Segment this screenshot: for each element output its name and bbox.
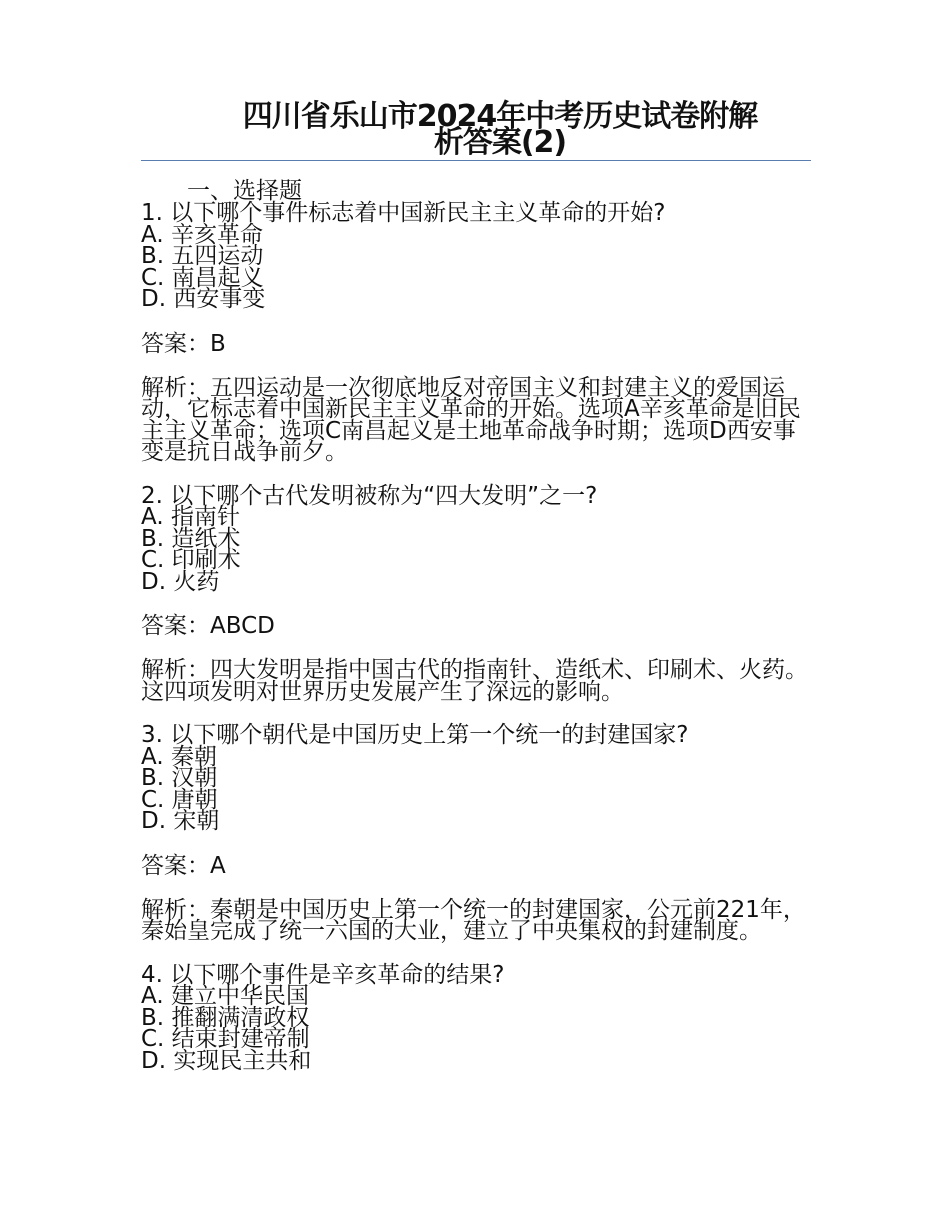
option-d: D. 西安事变 <box>141 286 266 312</box>
option-c: C. 南昌起义 <box>141 264 264 291</box>
option-b: B. 汉朝 <box>141 765 218 791</box>
document-page <box>141 99 811 1204</box>
analysis-text: 解析：四大发明是指中国古代的指南针、造纸术、印刷术、火药。这四项发明对世界历史发展产生了深远的影响。 <box>141 657 808 705</box>
option-c: C. 结束封建帝制 <box>141 1026 310 1052</box>
option-a: A. 指南针 <box>141 504 240 530</box>
option-a: A. 秦朝 <box>141 743 217 770</box>
option-a: A. 辛亥革命 <box>141 221 263 248</box>
question-text: 4. 以下哪个事件是辛亥革命的结果? <box>141 961 505 988</box>
question-3 <box>141 722 811 944</box>
answer-text: 答案：ABCD <box>141 613 275 639</box>
question-text: 3. 以下哪个朝代是中国历史上第一个统一的封建国家? <box>141 722 689 748</box>
title-block <box>141 99 811 166</box>
document-title: 四川省乐山市2024年中考历史试卷附解 析答案(2) <box>242 99 758 160</box>
option-b: B. 五四运动 <box>141 243 264 269</box>
answer-text: 答案：A <box>141 852 226 879</box>
analysis-text: 解析：五四运动是一次彻底地反对帝国主义和封建主义的爱国运动，它标志着中国新民主主义革命的开始。选项A辛亥革命是旧民主主义革命；选项C南昌起义是土地革命战争时期；选项D西安事变是抗日战争前夕。 <box>141 374 801 465</box>
option-b: B. 推翻满清政权 <box>141 1004 310 1031</box>
section-heading: 一、选择题 <box>187 178 302 204</box>
question-text: 1. 以下哪个事件标志着中国新民主主义革命的开始? <box>141 200 666 226</box>
option-c: C. 唐朝 <box>141 786 218 813</box>
option-d: D. 宋朝 <box>141 808 220 834</box>
answer-text: 答案：B <box>141 330 226 357</box>
option-d: D. 实现民主共和 <box>141 1047 312 1074</box>
question-text: 2. 以下哪个古代发明被称为“四大发明”之一? <box>141 482 598 509</box>
question-2 <box>141 482 811 705</box>
question-4 <box>141 961 811 1074</box>
title-divider <box>141 160 811 161</box>
option-a: A. 建立中华民国 <box>141 983 309 1009</box>
question-1 <box>141 200 811 465</box>
analysis-text: 解析：秦朝是中国历史上第一个统一的封建国家，公元前221年，秦始皇完成了统一六国的大业，建立了中央集权的封建制度。 <box>141 896 806 944</box>
option-c: C. 印刷术 <box>141 547 241 573</box>
option-d: D. 火药 <box>141 568 220 595</box>
option-b: B. 造纸术 <box>141 525 241 552</box>
